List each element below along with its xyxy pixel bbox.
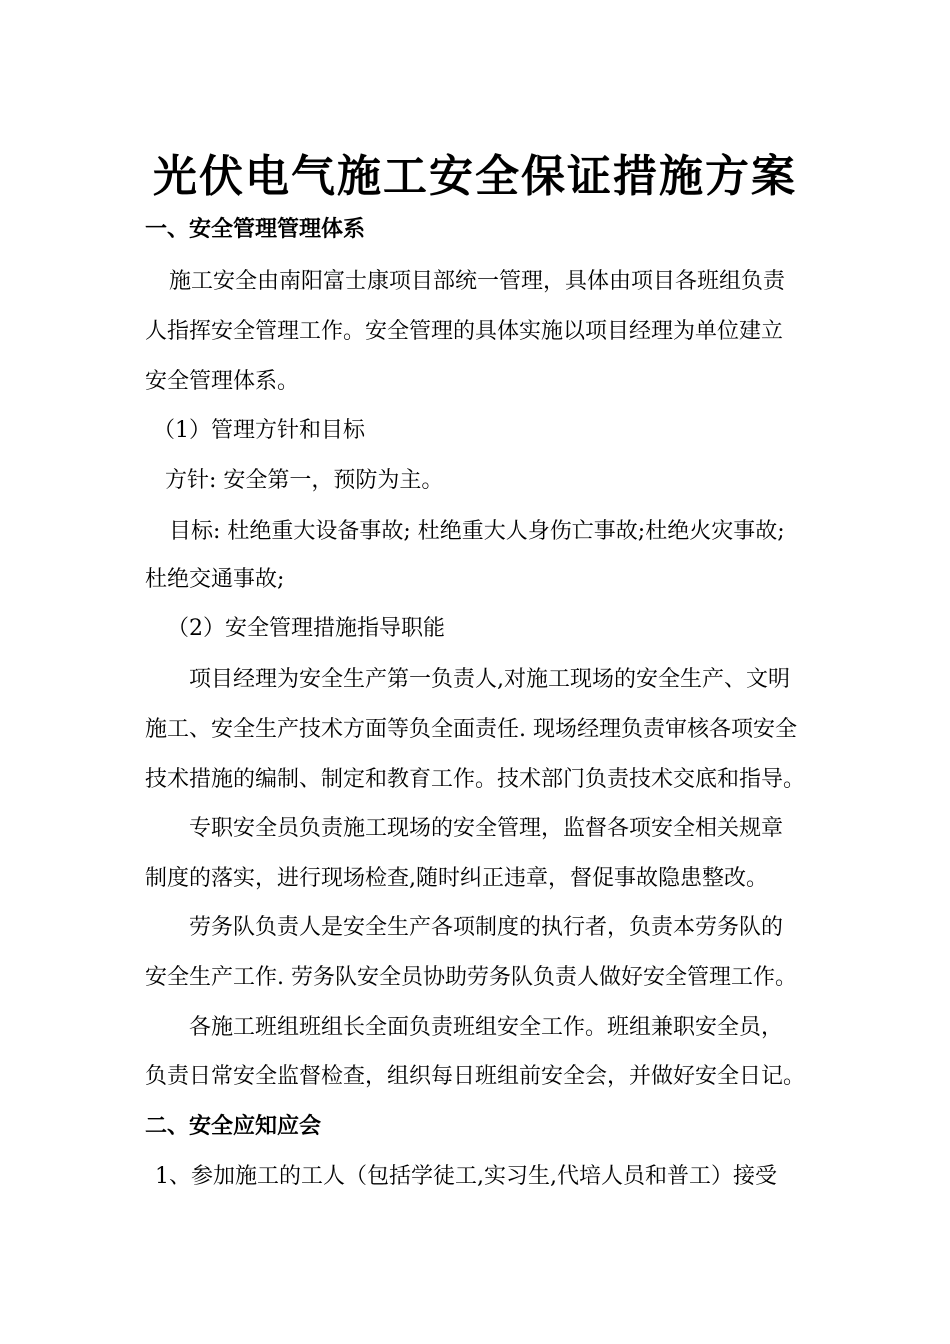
- paragraph-line: 目标: 杜绝重大设备事故; 杜绝重大人身伤亡事故;杜绝火灾事故;: [169, 519, 785, 544]
- paragraph-line: 1、参加施工的工人（包括学徒工,实习生,代培人员和普工）接受: [155, 1164, 777, 1189]
- paragraph-line: 人指挥安全管理工作。安全管理的具体实施以项目经理为单位建立: [145, 319, 784, 344]
- paragraph-line: 方针: 安全第一，预防为主。: [165, 468, 444, 493]
- paragraph-line: 项目经理为安全生产第一负责人,对施工现场的安全生产、文明: [189, 667, 790, 692]
- paragraph-line: 施工、安全生产技术方面等负全面责任. 现场经理负责审核各项安全: [145, 717, 797, 742]
- paragraph-line: 劳务队负责人是安全生产各项制度的执行者，负责本劳务队的: [189, 915, 784, 940]
- paragraph-line: 负责日常安全监督检查，组织每日班组前安全会，并做好安全日记。: [145, 1064, 806, 1089]
- paragraph-line: 制度的落实，进行现场检查,随时纠正违章，督促事故隐患整改。: [145, 866, 768, 891]
- paragraph-line: 杜绝交通事故;: [145, 567, 285, 592]
- paragraph-line: 专职安全员负责施工现场的安全管理，监督各项安全相关规章: [189, 816, 784, 841]
- paragraph-line: 施工安全由南阳富士康项目部统一管理，具体由项目各班组负责: [169, 269, 786, 294]
- paragraph-line: 安全管理体系。: [145, 369, 300, 394]
- subheading-2: （2）安全管理措施指导职能: [167, 616, 445, 641]
- paragraph-line: 技术措施的编制、制定和教育工作。技术部门负责技术交底和指导。: [145, 767, 806, 792]
- section-heading-2: 二、安全应知应会: [145, 1113, 322, 1139]
- paragraph-line: 安全生产工作. 劳务队安全员协助劳务队负责人做好安全管理工作。: [145, 965, 797, 990]
- subheading-1: （1）管理方针和目标: [153, 418, 365, 443]
- section-heading-1: 一、安全管理管理体系: [145, 216, 366, 242]
- paragraph-line: 各施工班组班组长全面负责班组安全工作。班组兼职安全员，: [189, 1015, 784, 1040]
- document-title: 光伏电气施工安全保证措施方案: [153, 151, 797, 202]
